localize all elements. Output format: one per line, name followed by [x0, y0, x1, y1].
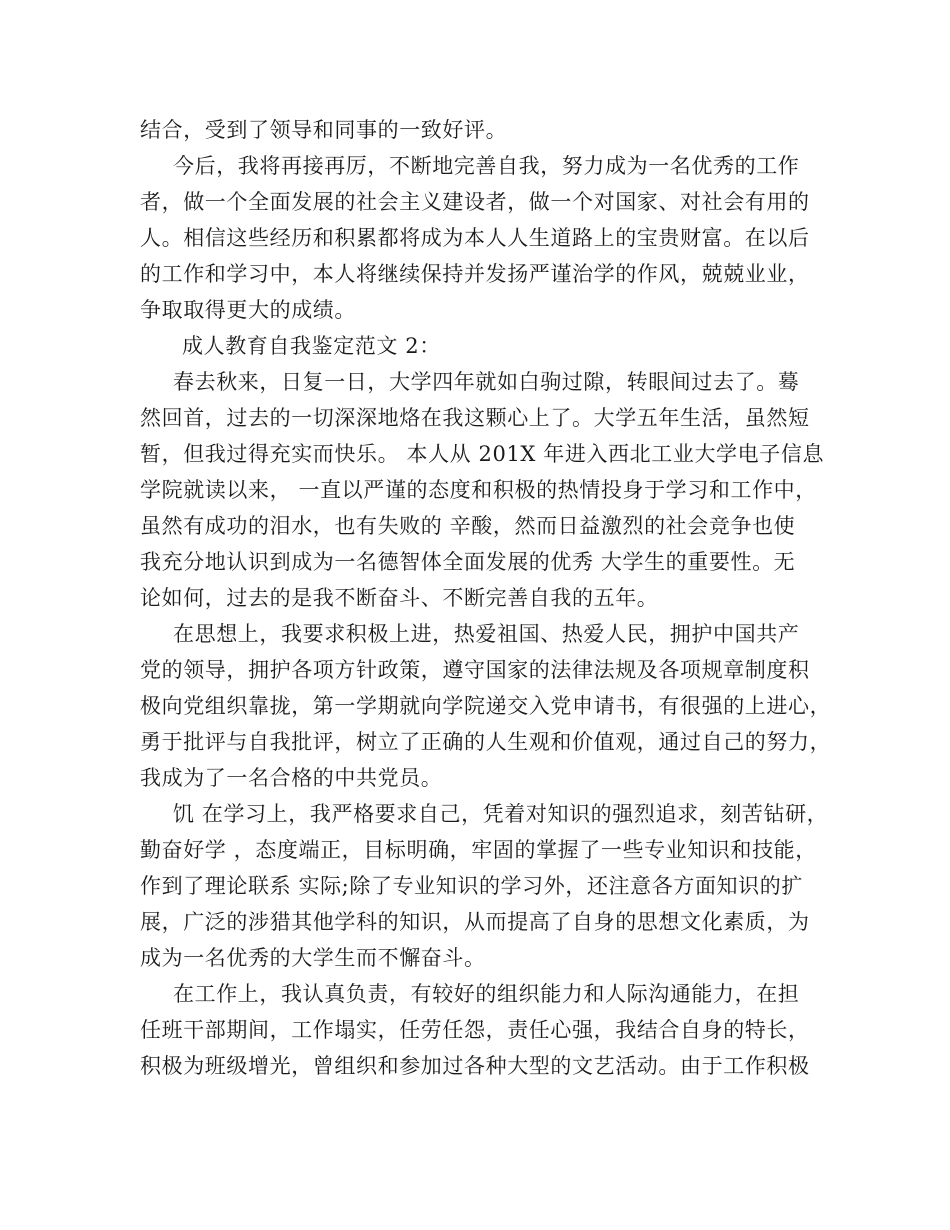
text-line: 勤奋好学 ，态度端正，目标明确，牢固的掌握了一些专业知识和技能，	[140, 838, 817, 862]
paragraph-first-line: 在工作上，我认真负责，有较好的组织能力和人际沟通能力，在担	[173, 982, 800, 1006]
text-line: 积极为班级增光，曾组织和参加过各种大型的文艺活动。由于工作积极	[140, 1054, 810, 1078]
text-line: 者，做一个全面发展的社会主义建设者，做一个对国家、对社会有用的	[140, 190, 810, 214]
paragraph-first-line: 春去秋来，日复一日，大学四年就如白驹过隙，转眼间过去了。蓦	[173, 370, 800, 394]
text-line: 论如何，过去的是我不断奋斗、不断完善自我的五年。	[140, 586, 659, 610]
text-line: 党的领导，拥护各项方针政策，遵守国家的法律法规及各项规章制度积	[140, 658, 810, 682]
text-line: 暂，但我过得充实而快乐。 本人从 201X 年进入西北工业大学电子信息	[140, 442, 825, 466]
text-line: 极向党组织靠拢，第一学期就向学院递交入党申请书，有很强的上进心，	[140, 694, 832, 718]
text-line: 争取取得更大的成绩。	[140, 298, 356, 322]
text-line: 勇于批评与自我批评，树立了正确的人生观和价值观，通过自己的努力，	[140, 730, 832, 754]
paragraph-first-line: 今后，我将再接再厉，不断地完善自我，努力成为一名优秀的工作	[173, 154, 800, 178]
text-line: 虽然有成功的泪水，也有失败的 辛酸，然而日益激烈的社会竞争也使	[140, 514, 796, 538]
text-line: 我充分地认识到成为一名德智体全面发展的优秀 大学生的重要性。无	[140, 550, 796, 574]
paragraph-first-line: 饥 在学习上，我严格要求自己，凭着对知识的强烈追求，刻苦钻研，	[173, 802, 829, 826]
paragraph-first-line: 在思想上，我要求积极上进，热爱祖国、热爱人民，拥护中国共产	[173, 622, 800, 646]
text-line: 然回首，过去的一切深深地烙在我这颗心上了。大学五年生活，虽然短	[140, 406, 810, 430]
text-line: 展，广泛的涉猎其他学科的知识，从而提高了自身的思想文化素质，为	[140, 910, 810, 934]
text-line: 结合，受到了领导和同事的一致好评。	[140, 118, 508, 142]
text-line: 学院就读以来， 一直以严谨的态度和积极的热情投身于学习和工作中，	[140, 478, 817, 502]
text-line: 的工作和学习中，本人将继续保持并发扬严谨治学的作风，兢兢业业，	[140, 262, 810, 286]
section-heading: 成人教育自我鉴定范文 2：	[182, 334, 441, 358]
text-line: 人。相信这些经历和积累都将成为本人人生道路上的宝贵财富。在以后	[140, 226, 810, 250]
text-line: 作到了理论联系 实际;除了专业知识的学习外，还注意各方面知识的扩	[140, 874, 803, 898]
text-line: 成为一名优秀的大学生而不懈奋斗。	[140, 946, 486, 970]
text-line: 任班干部期间，工作塌实，任劳任怨，责任心强，我结合自身的特长，	[140, 1018, 810, 1042]
text-line: 我成为了一名合格的中共党员。	[140, 766, 443, 790]
